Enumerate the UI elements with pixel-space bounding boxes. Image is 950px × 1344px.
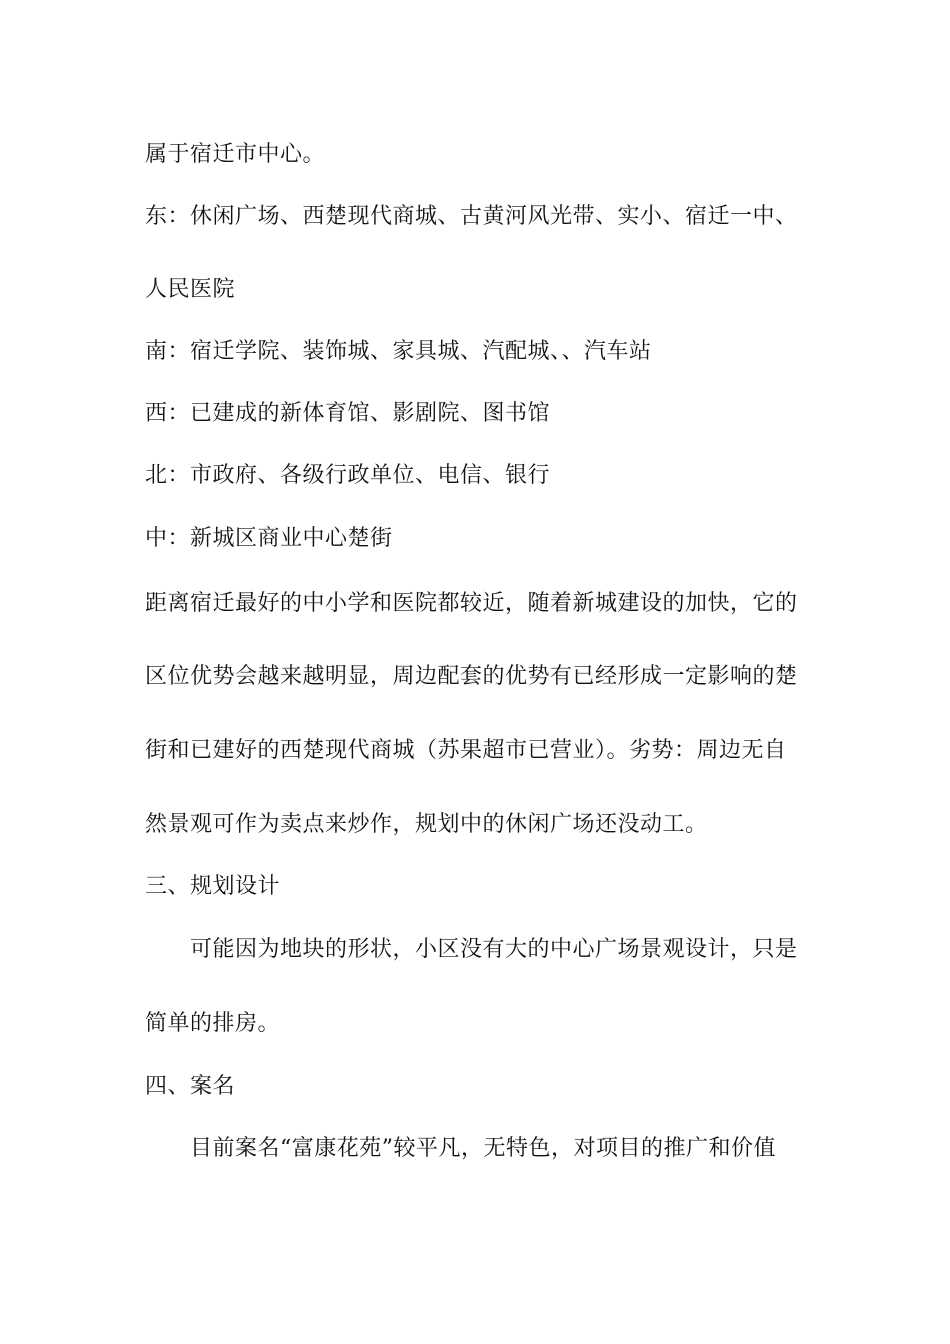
section-heading-planning: 三、规划设计	[145, 874, 281, 899]
text-line-location: 属于宿迁市中心。	[145, 142, 326, 167]
text-line-planning-2: 简单的排房。	[145, 1011, 281, 1036]
text-line-south: 南：宿迁学院、装饰城、家具城、汽配城、、汽车站	[145, 339, 652, 364]
text-line-advantage-4: 然景观可作为卖点来炒作，规划中的休闲广场还没动工。	[145, 812, 708, 837]
section-heading-name: 四、案名	[145, 1074, 236, 1099]
text-line-planning-1: 可能因为地块的形状，小区没有大的中心广场景观设计，只是	[190, 937, 798, 962]
text-line-name-1: 目前案名“富康花苑”较平凡，无特色，对项目的推广和价值	[190, 1136, 776, 1161]
text-line-advantage-2: 区位优势会越来越明显，周边配套的优势有已经形成一定影响的楚	[145, 664, 798, 689]
text-line-east-cont: 人民医院	[145, 277, 236, 302]
text-line-west: 西：已建成的新体育馆、影剧院、图书馆	[145, 401, 551, 426]
text-line-north: 北：市政府、各级行政单位、电信、银行	[145, 463, 551, 488]
text-line-advantage-3: 街和已建好的西楚现代商城（苏果超市已营业）。劣势：周边无自	[145, 738, 787, 763]
text-line-center: 中：新城区商业中心楚街	[145, 526, 393, 551]
text-line-east: 东：休闲广场、西楚现代商城、古黄河风光带、实小、宿迁一中、	[145, 204, 798, 229]
text-line-advantage-1: 距离宿迁最好的中小学和医院都较近，随着新城建设的加快，它的	[145, 591, 798, 616]
